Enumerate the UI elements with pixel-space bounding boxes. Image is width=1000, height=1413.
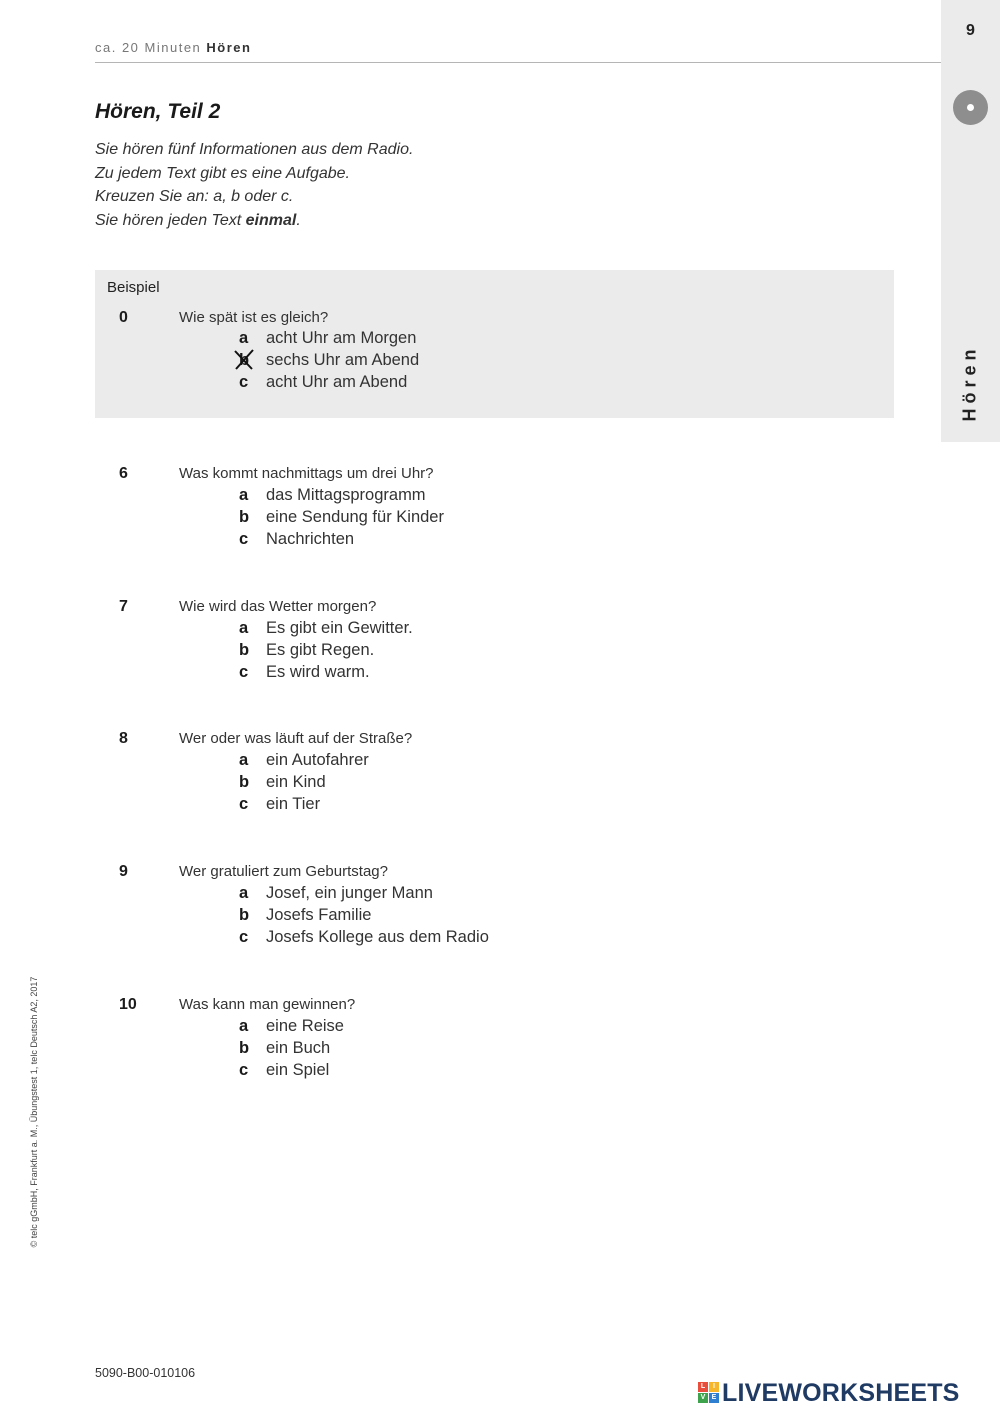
side-tab-label: Hören <box>959 344 980 422</box>
option-text: Es wird warm. <box>266 663 370 681</box>
option-c[interactable] <box>239 1061 329 1080</box>
option-text: eine Reise <box>266 1017 344 1035</box>
option-text: Es gibt ein Gewitter. <box>266 619 413 637</box>
header-divider <box>95 62 942 63</box>
example-option-c[interactable] <box>239 373 407 392</box>
logo-text: LIVEWORKSHEETS <box>722 1378 960 1407</box>
option-a[interactable] <box>239 751 369 770</box>
option-letter: c <box>239 373 249 391</box>
option-letter: c <box>239 795 249 813</box>
header-section: Hören <box>206 40 252 55</box>
option-letter: b <box>239 351 266 370</box>
option-text: Nachrichten <box>266 530 355 548</box>
example-heading: Beispiel <box>107 279 160 296</box>
option-letter: b <box>239 1039 250 1057</box>
option-a[interactable] <box>239 884 433 903</box>
liveworksheets-logo-icon: L I V E <box>698 1382 720 1404</box>
question-number: 10 <box>119 996 137 1013</box>
header-time: ca. 20 Minuten <box>95 40 202 55</box>
option-b[interactable] <box>239 906 371 925</box>
option-text: ein Spiel <box>266 1061 330 1079</box>
example-option-b[interactable] <box>239 351 419 370</box>
option-text: Es gibt Regen. <box>266 641 375 659</box>
option-c[interactable] <box>239 928 489 947</box>
option-letter: a <box>239 1017 249 1035</box>
option-letter: b <box>239 641 250 659</box>
option-text: sechs Uhr am Abend <box>266 351 420 369</box>
question-text: Wie spät ist es gleich? <box>179 309 329 326</box>
question-number: 6 <box>119 465 128 482</box>
instructions <box>95 138 413 232</box>
option-text: ein Autofahrer <box>266 751 369 769</box>
question-number: 7 <box>119 598 128 615</box>
option-text: eine Sendung für Kinder <box>266 508 444 526</box>
option-b[interactable] <box>239 508 444 527</box>
option-letter: c <box>239 663 249 681</box>
instruction-emphasis: einmal <box>245 211 297 229</box>
page-number: 9 <box>966 22 975 39</box>
cross-mark-icon <box>232 348 256 372</box>
option-b[interactable] <box>239 641 374 660</box>
option-text: Josefs Kollege aus dem Radio <box>266 928 489 946</box>
option-a[interactable] <box>239 619 413 638</box>
option-text: ein Kind <box>266 773 326 791</box>
example-option-a[interactable] <box>239 329 416 348</box>
option-letter: c <box>239 530 249 548</box>
question-number: 0 <box>119 309 128 326</box>
footer-code: 5090-B00-010106 <box>95 1366 196 1380</box>
option-letter: b <box>239 508 250 526</box>
option-text: das Mittagsprogramm <box>266 486 426 504</box>
option-text: Josefs Familie <box>266 906 372 924</box>
instruction-line: Zu jedem Text gibt es eine Aufgabe. <box>95 164 350 182</box>
option-c[interactable] <box>239 663 370 682</box>
option-letter: c <box>239 1061 249 1079</box>
option-c[interactable] <box>239 795 320 814</box>
option-text: Josef, ein junger Mann <box>266 884 433 902</box>
instruction-suffix: . <box>296 211 301 229</box>
question-number: 9 <box>119 863 128 880</box>
cd-audio-icon <box>953 90 988 125</box>
page-header <box>95 40 251 55</box>
instruction-line: Kreuzen Sie an: a, b oder c. <box>95 188 294 205</box>
option-text: acht Uhr am Abend <box>266 373 408 391</box>
option-b[interactable] <box>239 1039 330 1058</box>
instruction-line: Sie hören fünf Informationen aus dem Radio. <box>95 141 414 158</box>
option-letter: b <box>239 773 250 791</box>
option-letter: a <box>239 751 249 769</box>
option-a[interactable] <box>239 1017 344 1036</box>
option-letter: b <box>239 906 250 924</box>
option-letter: c <box>239 928 249 946</box>
option-text: ein Tier <box>266 795 321 813</box>
question-text: Wie wird das Wetter morgen? <box>179 598 377 615</box>
liveworksheets-logo[interactable] <box>698 1377 960 1409</box>
option-letter: a <box>239 884 249 902</box>
option-letter: a <box>239 486 249 504</box>
option-a[interactable] <box>239 486 426 505</box>
page-title: Hören, Teil 2 <box>95 100 221 123</box>
question-text: Wer gratuliert zum Geburtstag? <box>179 863 388 880</box>
option-text: ein Buch <box>266 1039 331 1057</box>
option-text: acht Uhr am Morgen <box>266 329 417 347</box>
option-b[interactable] <box>239 773 326 792</box>
question-text: Wer oder was läuft auf der Straße? <box>179 730 413 747</box>
instruction-line <box>95 209 413 233</box>
option-letter: a <box>239 329 249 347</box>
question-text: Was kann man gewinnen? <box>179 996 356 1013</box>
copyright-note: © telc gGmbH, Frankfurt a. M., Übungstest 1, telc Deutsch A2, 2017 <box>29 976 39 1248</box>
example-box <box>95 270 894 418</box>
question-number: 8 <box>119 730 128 747</box>
option-letter: a <box>239 619 249 637</box>
question-text: Was kommt nachmittags um drei Uhr? <box>179 465 434 482</box>
option-c[interactable] <box>239 530 354 549</box>
instruction-prefix: Sie hören jeden Text <box>95 211 246 229</box>
